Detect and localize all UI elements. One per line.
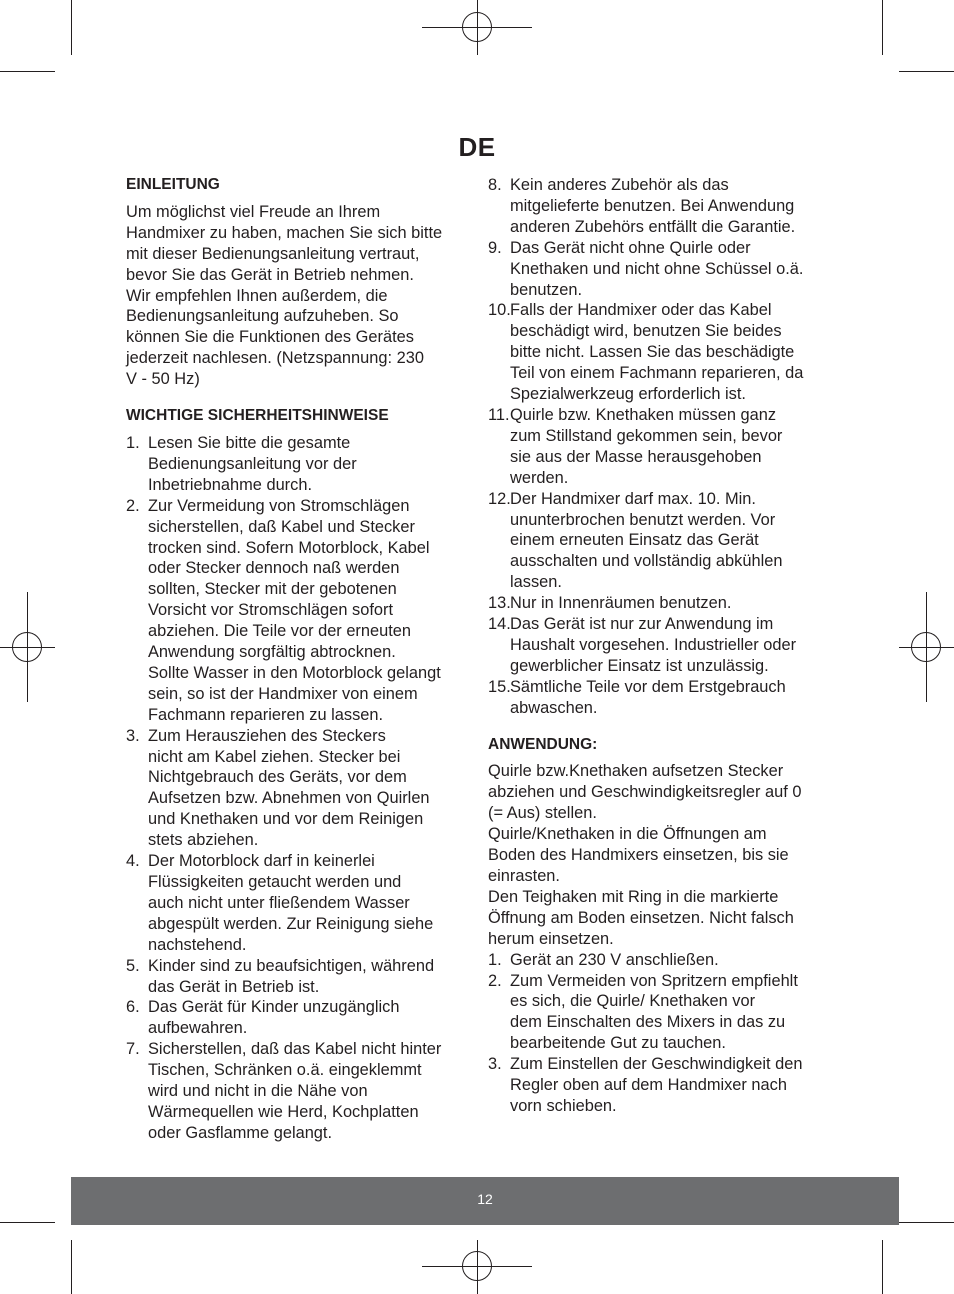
text-line: Nichtgebrauch des Geräts, vor dem [148,768,407,787]
page-number: 12 [477,1191,493,1207]
text-line: Wärmequellen wie Herd, Kochplatten [148,1102,419,1121]
text-line: Den Teighaken mit Ring in die markierte [488,887,779,906]
list-item-number: 1. [488,950,502,969]
text-line: Boden des Handmixers einsetzen, bis sie [488,846,789,865]
text-line: bitte nicht. Lassen Sie das beschädigte [510,343,795,362]
text-line: Zum Vermeiden von Spritzern empfiehlt [510,971,798,990]
text-line: Vorsicht vor Stromschlägen sofort [148,601,394,620]
right-column [488,175,833,1117]
text-line: auch nicht unter fließendem Wasser [148,893,410,912]
safety-list-continued [488,175,833,719]
list-item-text [510,972,798,1053]
list-item [488,238,833,301]
text-line: Der Handmixer darf max. 10. Min. [510,489,756,508]
text-line: Um möglichst viel Freude an Ihrem [126,202,381,221]
text-line: sein, so ist der Handmixer von einem [148,684,418,703]
text-line: Öffnung am Boden einsetzen. Nicht falsch [488,908,794,927]
text-line: Der Motorblock darf in keinerlei [148,852,375,871]
crop-mark-bottom-right-v [882,1240,883,1294]
text-line: gewerblicher Einsatz ist unzulässig. [510,656,769,675]
list-item-number: 10. [488,301,511,320]
text-line: beschädigt wird, benutzen Sie beides [510,322,782,341]
intro-heading: EINLEITUNG [126,176,220,193]
text-line: abgespült werden. Zur Reinigung siehe [148,914,434,933]
text-line: oder Stecker dennoch naß werden [148,559,400,578]
text-line: Zum Herausziehen des Steckers [148,726,386,745]
text-line: zum Stillstand gekommen sein, bevor [510,426,783,445]
list-item-number: 1. [126,433,140,452]
text-line: ununterbrochen benutzt werden. Vor [510,510,776,529]
crop-mark-top-right-v [882,0,883,55]
list-item [126,726,471,851]
list-item-text [510,490,782,592]
text-line: sicherstellen, daß Kabel und Stecker [148,517,415,536]
list-item-number: 14. [488,615,511,634]
list-item [488,677,833,719]
list-item [488,175,833,238]
text-line: lassen. [510,573,562,592]
text-line: Aufsetzen bzw. Abnehmen von Quirlen [148,789,430,808]
text-line: nicht am Kabel ziehen. Stecker bei [148,747,401,766]
text-line: (= Aus) stellen. [488,804,597,823]
text-line: Inbetriebnahme durch. [148,475,313,494]
text-line: einem erneuten Einsatz das Gerät [510,531,759,550]
list-item-text [510,176,795,236]
text-line: stets abziehen. [148,831,259,850]
text-line: bevor Sie das Gerät in Betrieb nehmen. [126,265,414,284]
text-line: wird und nicht in die Nähe von [148,1082,368,1101]
text-line: Gerät an 230 V anschließen. [510,950,719,969]
list-item-number: 3. [126,726,140,745]
list-item-number: 5. [126,956,140,975]
text-line: Tischen, Schränken o.ä. eingeklemmt [148,1061,422,1080]
crop-mark-bottom-left-h [0,1222,55,1223]
list-item-number: 12. [488,489,511,508]
list-item [126,997,471,1039]
text-line: Nur in Innenräumen benutzen. [510,594,732,613]
text-line: abziehen und Geschwindigkeitsregler auf 0 [488,783,802,802]
list-item [488,300,833,405]
text-line: Wir empfehlen Ihnen außerdem, die [126,286,388,305]
crop-mark-bottom-left-v [71,1240,72,1294]
text-line: jederzeit nachlesen. (Netzspannung: 230 [126,349,424,368]
text-line: Zum Einstellen der Geschwindigkeit den [510,1055,803,1074]
text-line: werden. [510,468,569,487]
text-line: es sich, die Quirle/ Knethaken vor [510,992,756,1011]
text-line: können Sie die Funktionen des Gerätes [126,328,414,347]
text-line: Knethaken und nicht ohne Schüssel o.ä. [510,259,804,278]
text-line: Kinder sind zu beaufsichtigen, während [148,956,435,975]
list-item-number: 4. [126,852,140,871]
list-item-text [510,594,731,612]
list-item-number: 9. [488,238,502,257]
text-line: Lesen Sie bitte die gesamte [148,433,351,452]
list-item-number: 11. [488,405,510,424]
list-item [126,851,471,956]
list-item [126,1039,471,1144]
text-line: Anwendung sorgfältig abtrocknen. [148,643,396,662]
text-line: Teil von einem Fachmann reparieren, da [510,364,804,383]
text-line: Handmixer zu haben, machen Sie sich bitte [126,223,443,242]
crop-mark-top-right-h [899,71,954,72]
text-line: Das Gerät ist nur zur Anwendung im [510,615,774,634]
text-line: Sämtliche Teile vor dem Erstgebrauch [510,677,786,696]
text-line: das Gerät in Betrieb ist. [148,977,320,996]
list-item-text [148,1040,441,1142]
safety-list [126,433,471,1144]
text-line: Zur Vermeidung von Stromschlägen [148,496,410,515]
text-line: trocken sind. Sofern Motorblock, Kabel [148,538,430,557]
text-line: Kein anderes Zubehör als das [510,176,729,194]
crop-mark-top-left-v [71,0,72,55]
text-line: sie aus der Masse herausgehoben [510,447,762,466]
text-line: Bedienungsanleitung aufzuheben. So [126,307,399,326]
list-item-text [510,678,786,717]
list-item [488,405,833,489]
list-item [488,1054,833,1117]
list-item-number: 2. [488,971,502,990]
text-line: Flüssigkeiten getaucht werden und [148,873,402,891]
list-item-text [148,497,441,724]
text-line: Sollte Wasser in den Motorblock gelangt [148,663,441,682]
text-line: bearbeitende Gut zu tauchen. [510,1034,726,1053]
list-item-text [148,727,430,850]
text-line: oder Gasflamme gelangt. [148,1123,333,1142]
list-item-number: 7. [126,1040,140,1059]
list-item-number: 13. [488,594,511,613]
list-item-number: 6. [126,998,140,1017]
list-item-text [148,852,433,954]
list-item [126,496,471,726]
text-line: Fachmann reparieren zu lassen. [148,705,384,724]
list-item [488,614,833,677]
list-item-text [510,615,796,675]
text-line: mit dieser Bedienungsanleitung vertraut, [126,244,420,263]
text-line: sollten, Stecker mit der gebotenen [148,580,397,599]
text-line: Quirle bzw. Knethaken müssen ganz [510,405,777,424]
text-line: Das Gerät für Kinder unzugänglich [148,998,400,1017]
text-line: Bedienungsanleitung vor der [148,454,357,473]
text-line: benutzen. [510,280,582,299]
text-line: anderen Zubehörs entfällt die Garantie. [510,217,796,236]
text-line: Regler oben auf dem Handmixer nach [510,1076,787,1095]
text-line: Spezialwerkzeug erforderlich ist. [510,385,746,404]
text-line: mitgelieferte benutzen. Bei Anwendung [510,196,795,215]
list-item-text [510,406,782,487]
crop-mark-bottom-right-h [899,1222,954,1223]
list-item [488,593,833,614]
text-line: abwaschen. [510,698,598,717]
text-line: Das Gerät nicht ohne Quirle oder [510,238,751,257]
usage-list [488,950,833,1117]
text-line: Falls der Handmixer oder das Kabel [510,301,772,320]
text-line: einrasten. [488,867,560,885]
text-line: Sicherstellen, daß das Kabel nicht hinter [148,1040,442,1059]
list-item [126,433,471,496]
list-item-text [148,434,357,494]
list-item-number: 8. [488,176,502,194]
left-column [126,175,471,1144]
text-line: V - 50 Hz) [126,370,200,389]
list-item-text [148,957,434,996]
safety-heading: WICHTIGE SICHERHEITSHINWEISE [126,407,389,425]
footer-bar [71,1177,899,1225]
text-line: vorn schieben. [510,1096,617,1115]
list-item-text [510,239,803,299]
text-line: abziehen. Die Teile vor der erneuten [148,622,412,641]
intro-paragraph [126,202,471,390]
list-item-text [510,301,803,403]
text-line: herum einsetzen. [488,929,614,948]
crop-mark-top-left-h [0,71,55,72]
text-line: Quirle/Knethaken in die Öffnungen am [488,825,767,844]
text-line: Haushalt vorgesehen. Industrieller oder [510,635,797,654]
text-line: aufbewahren. [148,1019,248,1038]
list-item [488,971,833,1055]
text-line: nachstehend. [148,935,247,954]
list-item-text [148,998,399,1037]
usage-paragraph [488,761,833,949]
list-item [488,489,833,594]
usage-heading: ANWENDUNG: [488,735,598,753]
list-item-text [510,951,719,969]
list-item [126,956,471,998]
list-item [488,950,833,971]
list-item-number: 2. [126,496,140,515]
list-item-number: 15. [488,677,511,696]
language-heading: DE [458,132,496,162]
text-line: und Knethaken und vor dem Reinigen [148,810,424,829]
list-item-text [510,1055,802,1115]
text-line: ausschalten und vollständig abkühlen [510,552,783,571]
list-item-number: 3. [488,1055,502,1074]
text-line: dem Einschalten des Mixers in das zu [510,1013,786,1032]
text-line: Quirle bzw.Knethaken aufsetzen Stecker [488,762,784,781]
